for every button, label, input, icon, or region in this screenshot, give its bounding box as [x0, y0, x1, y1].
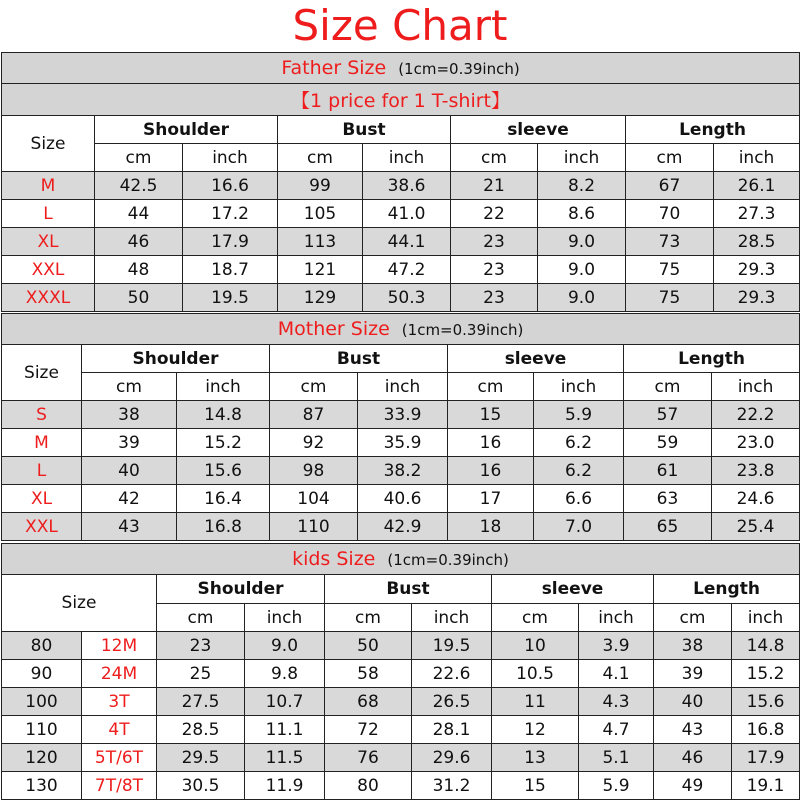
value-cell: 27.3 [714, 200, 800, 228]
value-cell: 16.6 [183, 172, 278, 200]
value-cell: 75 [626, 284, 714, 312]
sleeve-header: sleeve [492, 575, 654, 604]
value-cell: 38 [82, 401, 177, 429]
value-cell: 17.9 [183, 228, 278, 256]
value-cell: 13 [492, 744, 579, 772]
table-row [2, 513, 800, 541]
value-cell: 46 [95, 228, 183, 256]
unit-cell: inch [534, 373, 624, 401]
size-header: Size [2, 345, 82, 401]
value-cell: 50.3 [363, 284, 451, 312]
value-cell: 17.9 [732, 744, 800, 772]
value-cell: 38 [654, 632, 732, 660]
value-cell: 26.1 [714, 172, 800, 200]
value-cell: 7.0 [534, 513, 624, 541]
table-row [2, 284, 800, 312]
size-header: Size [2, 575, 157, 632]
unit-cell: cm [95, 144, 183, 172]
value-cell: 25 [157, 660, 245, 688]
value-cell: 31.2 [412, 772, 492, 800]
value-cell: 28.5 [157, 716, 245, 744]
father-heading: Father Size [281, 57, 387, 79]
value-cell: 10.7 [245, 688, 325, 716]
value-cell: 65 [624, 513, 712, 541]
table-row [2, 688, 800, 716]
value-cell: 25.4 [712, 513, 800, 541]
table-row [2, 401, 800, 429]
value-cell: 43 [82, 513, 177, 541]
value-cell: 11.9 [245, 772, 325, 800]
value-cell: 16.8 [732, 716, 800, 744]
sleeve-header: sleeve [448, 345, 624, 373]
value-cell: 46 [654, 744, 732, 772]
value-cell: 40 [654, 688, 732, 716]
mother-size-table [1, 313, 800, 541]
unit-row [2, 144, 800, 172]
value-cell: 61 [624, 457, 712, 485]
value-cell: 5.9 [534, 401, 624, 429]
value-cell: 44.1 [363, 228, 451, 256]
value-cell: 42.5 [95, 172, 183, 200]
size-cell: XXL [2, 256, 95, 284]
value-cell: 44 [95, 200, 183, 228]
value-cell: 5.1 [579, 744, 654, 772]
unit-cell: cm [626, 144, 714, 172]
kids-note: (1cm=0.39inch) [387, 551, 509, 569]
value-cell: 4.7 [579, 716, 654, 744]
unit-cell: inch [177, 373, 270, 401]
value-cell: 11.1 [245, 716, 325, 744]
kids-heading: kids Size [292, 548, 376, 570]
size-cell: L [2, 457, 82, 485]
mother-heading: Mother Size [277, 318, 390, 340]
value-cell: 16 [448, 457, 534, 485]
value-cell: 6.2 [534, 429, 624, 457]
size-cell: XXL [2, 513, 82, 541]
value-cell: 80 [325, 772, 412, 800]
unit-cell: inch [579, 604, 654, 632]
value-cell: 11.5 [245, 744, 325, 772]
value-cell: 9.0 [245, 632, 325, 660]
value-cell: 4.3 [579, 688, 654, 716]
table-row [2, 256, 800, 284]
value-cell: 29.5 [157, 744, 245, 772]
price-note: 【1 price for 1 T-shirt】 [2, 84, 800, 116]
value-cell: 29.6 [412, 744, 492, 772]
value-cell: 17 [448, 485, 534, 513]
value-cell: 15.2 [732, 660, 800, 688]
value-cell: 59 [624, 429, 712, 457]
table-row [2, 228, 800, 256]
value-cell: 24.6 [712, 485, 800, 513]
value-cell: 29.3 [714, 284, 800, 312]
page-title: Size Chart [292, 1, 508, 50]
value-cell: 39 [82, 429, 177, 457]
value-cell: 16.4 [177, 485, 270, 513]
value-cell: 58 [325, 660, 412, 688]
value-cell: 19.5 [183, 284, 278, 312]
bust-header: Bust [278, 116, 451, 144]
length-header: Length [654, 575, 800, 604]
value-cell: 15 [492, 772, 579, 800]
value-cell: 15.6 [732, 688, 800, 716]
value-cell: 33.9 [358, 401, 448, 429]
unit-cell: inch [358, 373, 448, 401]
unit-cell: inch [714, 144, 800, 172]
table-row [2, 772, 800, 800]
unit-cell: cm [654, 604, 732, 632]
value-cell: 57 [624, 401, 712, 429]
shoulder-header: Shoulder [157, 575, 325, 604]
value-cell: 8.6 [538, 200, 626, 228]
value-cell: 14.8 [177, 401, 270, 429]
value-cell: 9.8 [245, 660, 325, 688]
size-cell: M [2, 172, 95, 200]
father-size-table [1, 52, 800, 312]
value-cell: 19.5 [412, 632, 492, 660]
value-cell: 72 [325, 716, 412, 744]
value-cell: 40 [82, 457, 177, 485]
value-cell: 104 [270, 485, 358, 513]
unit-cell: inch [412, 604, 492, 632]
value-cell: 11 [492, 688, 579, 716]
value-cell: 28.5 [714, 228, 800, 256]
value-cell: 48 [95, 256, 183, 284]
value-cell: 105 [278, 200, 363, 228]
value-cell: 42.9 [358, 513, 448, 541]
size-cell: 5T/6T [82, 744, 157, 772]
value-cell: 92 [270, 429, 358, 457]
length-header: Length [626, 116, 800, 144]
value-cell: 110 [270, 513, 358, 541]
size-cell: M [2, 429, 82, 457]
unit-row [2, 373, 800, 401]
value-cell: 12 [492, 716, 579, 744]
value-cell: 49 [654, 772, 732, 800]
value-cell: 22 [451, 200, 538, 228]
height-cell: 100 [2, 688, 82, 716]
height-cell: 90 [2, 660, 82, 688]
value-cell: 4.1 [579, 660, 654, 688]
unit-cell: cm [325, 604, 412, 632]
mother-heading-bar [2, 314, 800, 345]
length-header: Length [624, 345, 800, 373]
unit-cell: cm [278, 144, 363, 172]
value-cell: 16.8 [177, 513, 270, 541]
sleeve-header: sleeve [451, 116, 626, 144]
mother-note: (1cm=0.39inch) [401, 321, 524, 339]
value-cell: 22.6 [412, 660, 492, 688]
value-cell: 14.8 [732, 632, 800, 660]
value-cell: 19.1 [732, 772, 800, 800]
table-row [2, 744, 800, 772]
bust-header: Bust [325, 575, 492, 604]
size-cell: S [2, 401, 82, 429]
table-row [2, 429, 800, 457]
shoulder-header: Shoulder [95, 116, 278, 144]
value-cell: 30.5 [157, 772, 245, 800]
size-cell: 4T [82, 716, 157, 744]
height-cell: 80 [2, 632, 82, 660]
table-row [2, 172, 800, 200]
unit-cell: cm [451, 144, 538, 172]
kids-heading-bar [2, 544, 800, 575]
table-row [2, 632, 800, 660]
value-cell: 50 [325, 632, 412, 660]
value-cell: 6.6 [534, 485, 624, 513]
value-cell: 99 [278, 172, 363, 200]
unit-cell: cm [82, 373, 177, 401]
value-cell: 29.3 [714, 256, 800, 284]
value-cell: 63 [624, 485, 712, 513]
value-cell: 40.6 [358, 485, 448, 513]
value-cell: 76 [325, 744, 412, 772]
father-heading-bar [2, 53, 800, 84]
value-cell: 35.9 [358, 429, 448, 457]
size-cell: XXXL [2, 284, 95, 312]
value-cell: 50 [95, 284, 183, 312]
unit-cell: cm [492, 604, 579, 632]
value-cell: 28.1 [412, 716, 492, 744]
unit-cell: cm [157, 604, 245, 632]
size-header: Size [2, 116, 95, 172]
value-cell: 15.6 [177, 457, 270, 485]
value-cell: 98 [270, 457, 358, 485]
size-cell: L [2, 200, 95, 228]
value-cell: 3.9 [579, 632, 654, 660]
value-cell: 15.2 [177, 429, 270, 457]
value-cell: 21 [451, 172, 538, 200]
unit-cell: inch [245, 604, 325, 632]
value-cell: 42 [82, 485, 177, 513]
size-cell: 12M [82, 632, 157, 660]
table-row [2, 457, 800, 485]
value-cell: 47.2 [363, 256, 451, 284]
size-cell: 7T/8T [82, 772, 157, 800]
value-cell: 18 [448, 513, 534, 541]
value-cell: 41.0 [363, 200, 451, 228]
value-cell: 75 [626, 256, 714, 284]
value-cell: 38.6 [363, 172, 451, 200]
value-cell: 5.9 [579, 772, 654, 800]
value-cell: 23 [451, 256, 538, 284]
height-cell: 130 [2, 772, 82, 800]
unit-cell: cm [270, 373, 358, 401]
bust-header: Bust [270, 345, 448, 373]
value-cell: 23 [451, 284, 538, 312]
value-cell: 87 [270, 401, 358, 429]
shoulder-header: Shoulder [82, 345, 270, 373]
size-cell: XL [2, 228, 95, 256]
unit-cell: cm [624, 373, 712, 401]
value-cell: 23 [157, 632, 245, 660]
unit-cell: inch [183, 144, 278, 172]
unit-cell: inch [538, 144, 626, 172]
value-cell: 67 [626, 172, 714, 200]
value-cell: 16 [448, 429, 534, 457]
value-cell: 8.2 [538, 172, 626, 200]
unit-cell: inch [363, 144, 451, 172]
value-cell: 15 [448, 401, 534, 429]
height-cell: 120 [2, 744, 82, 772]
value-cell: 23.8 [712, 457, 800, 485]
value-cell: 10 [492, 632, 579, 660]
table-row [2, 200, 800, 228]
size-cell: XL [2, 485, 82, 513]
value-cell: 23.0 [712, 429, 800, 457]
value-cell: 121 [278, 256, 363, 284]
value-cell: 6.2 [534, 457, 624, 485]
value-cell: 113 [278, 228, 363, 256]
value-cell: 18.7 [183, 256, 278, 284]
table-row [2, 716, 800, 744]
unit-cell: cm [448, 373, 534, 401]
value-cell: 39 [654, 660, 732, 688]
value-cell: 43 [654, 716, 732, 744]
value-cell: 26.5 [412, 688, 492, 716]
value-cell: 10.5 [492, 660, 579, 688]
value-cell: 27.5 [157, 688, 245, 716]
father-note: (1cm=0.39inch) [398, 60, 520, 78]
value-cell: 23 [451, 228, 538, 256]
table-row [2, 660, 800, 688]
value-cell: 38.2 [358, 457, 448, 485]
value-cell: 9.0 [538, 228, 626, 256]
value-cell: 17.2 [183, 200, 278, 228]
size-cell: 24M [82, 660, 157, 688]
value-cell: 68 [325, 688, 412, 716]
value-cell: 9.0 [538, 284, 626, 312]
kids-size-table [1, 543, 800, 800]
unit-cell: inch [712, 373, 800, 401]
value-cell: 9.0 [538, 256, 626, 284]
value-cell: 73 [626, 228, 714, 256]
unit-cell: inch [732, 604, 800, 632]
value-cell: 22.2 [712, 401, 800, 429]
table-row [2, 485, 800, 513]
value-cell: 129 [278, 284, 363, 312]
height-cell: 110 [2, 716, 82, 744]
value-cell: 70 [626, 200, 714, 228]
size-cell: 3T [82, 688, 157, 716]
